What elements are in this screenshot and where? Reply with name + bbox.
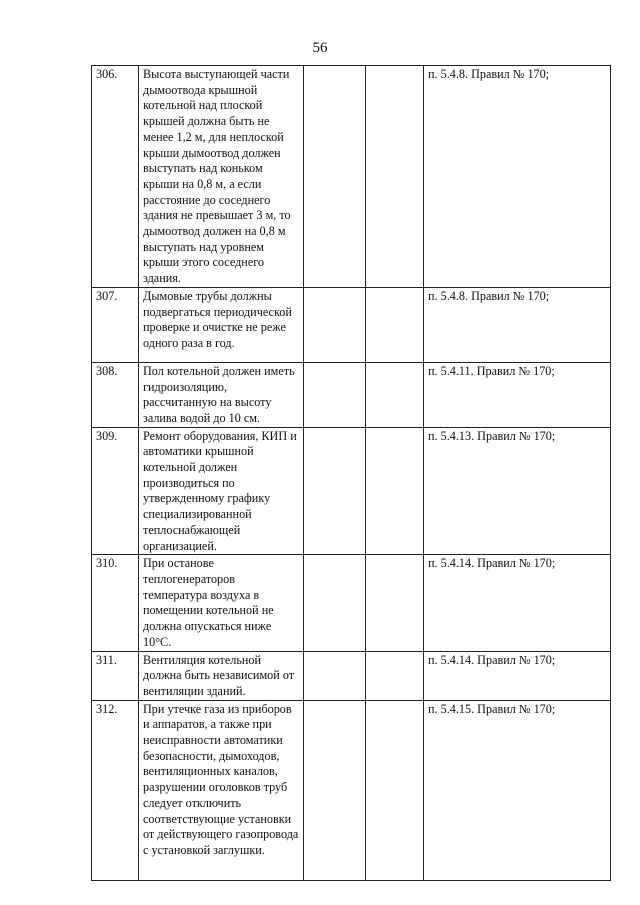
table-row [92, 427, 611, 555]
empty-cell [366, 555, 424, 651]
reference-text: п. 5.4.11. Правил № 170; [424, 362, 611, 427]
requirement-text: Пол котельной должен иметь гидроизоляцию, рассчитанную на высоту залива водой до 10 см. [139, 362, 304, 427]
requirement-text: Ремонт оборудования, КИП и автоматики крышной котельной должен производиться по утвержденному графику специализированной теплоснабжающей организацией. [139, 427, 304, 555]
row-number: 308. [92, 362, 139, 427]
table-row [92, 66, 611, 288]
reference-text: п. 5.4.13. Правил № 170; [424, 427, 611, 555]
requirement-text: Вентиляция котельной должна быть независимой от вентиляции зданий. [139, 651, 304, 700]
requirements-table [91, 65, 611, 881]
table-row [92, 700, 611, 880]
row-number: 311. [92, 651, 139, 700]
reference-text: п. 5.4.14. Правил № 170; [424, 651, 611, 700]
row-number: 310. [92, 555, 139, 651]
empty-cell [366, 651, 424, 700]
row-number: 309. [92, 427, 139, 555]
requirement-text: Высота выступающей части дымоотвода крышной котельной над плоской крышей должна быть не менее 1,2 м, для неплоской крыши дымоотвод должен выступать над коньком крыши на 0,8 м, а если расстояние до соседнего здания не превышает 3 м, то дымоотвод должен на 0,8 м выступать над уровнем крыши этого соседнего здания. [139, 66, 304, 288]
reference-text: п. 5.4.15. Правил № 170; [424, 700, 611, 880]
empty-cell [366, 362, 424, 427]
reference-text: п. 5.4.8. Правил № 170; [424, 66, 611, 288]
empty-cell [366, 66, 424, 288]
reference-text: п. 5.4.8. Правил № 170; [424, 287, 611, 362]
empty-cell [304, 66, 366, 288]
table-row [92, 362, 611, 427]
page-number: 56 [312, 40, 328, 56]
empty-cell [304, 287, 366, 362]
requirement-text: При останове теплогенераторов температура воздуха в помещении котельной не должна опускаться ниже 10°С. [139, 555, 304, 651]
empty-cell [304, 555, 366, 651]
empty-cell [366, 287, 424, 362]
row-number: 306. [92, 66, 139, 288]
empty-cell [304, 651, 366, 700]
table-row [92, 555, 611, 651]
empty-cell [366, 427, 424, 555]
empty-cell [304, 427, 366, 555]
requirement-text: Дымовые трубы должны подвергаться периодической проверке и очистке не реже одного раза в год. [139, 287, 304, 362]
row-number: 307. [92, 287, 139, 362]
empty-cell [304, 700, 366, 880]
reference-text: п. 5.4.14. Правил № 170; [424, 555, 611, 651]
empty-cell [304, 362, 366, 427]
table-row [92, 287, 611, 362]
empty-cell [366, 700, 424, 880]
table-row [92, 651, 611, 700]
row-number: 312. [92, 700, 139, 880]
requirement-text: При утечке газа из приборов и аппаратов, а также при неисправности автоматики безопасности, дымоходов, вентиляционных каналов, разрушении оголовков труб следует отключить соответствующие установки от действующего газопровода с установкой заглушки. [139, 700, 304, 880]
